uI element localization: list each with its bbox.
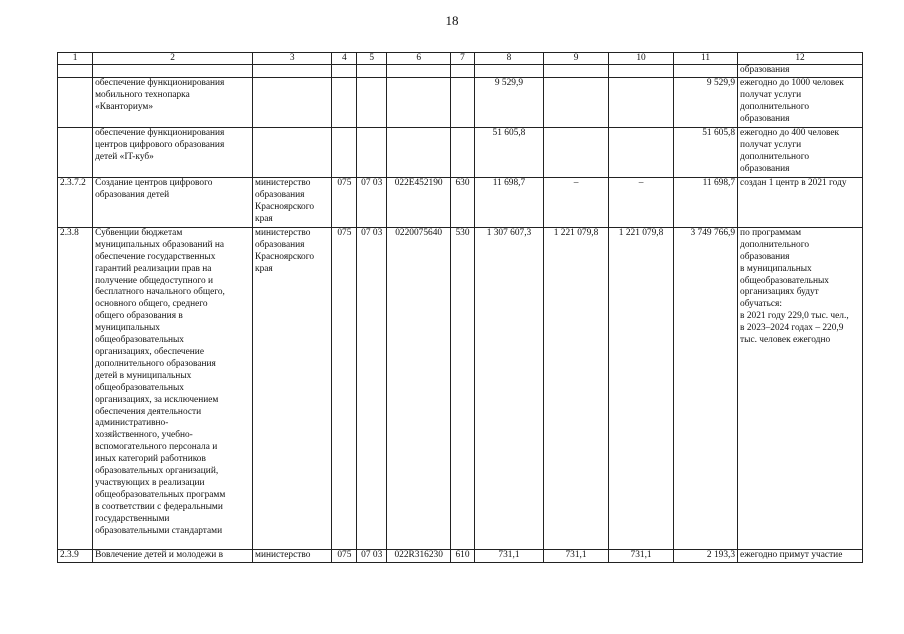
cell-result: создан 1 центр в 2021 году [738,177,863,227]
cell-num: 2.3.9 [58,549,93,562]
cell-vr: 530 [451,227,475,549]
table-row [58,549,863,562]
cell-total [674,65,738,78]
column-number: 3 [253,53,332,65]
cell-y2021: 731,1 [474,549,543,562]
cell-name: Вовлечение детей и молодежи в [93,549,253,562]
cell-grbs: 075 [332,227,357,549]
column-number: 11 [674,53,738,65]
cell-result: ежегодно до 400 человек получат услуги дополнительного образования [738,127,863,177]
table-row [58,65,863,78]
cell-vr: 630 [451,177,475,227]
program-table [57,52,863,563]
cell-result: ежегодно примут участие [738,549,863,562]
cell-grbs [332,77,357,127]
cell-result: ежегодно до 1000 человек получат услуги дополнительного образования [738,77,863,127]
cell-org: министерство образования Красноярского края [253,177,332,227]
cell-y2023: 731,1 [609,549,674,562]
cell-y2022 [544,65,609,78]
cell-rzpr: 07 03 [357,227,387,549]
cell-total: 3 749 766,9 [674,227,738,549]
cell-y2021: 9 529,9 [474,77,543,127]
cell-org [253,77,332,127]
cell-total: 2 193,3 [674,549,738,562]
column-number: 5 [357,53,387,65]
cell-total: 11 698,7 [674,177,738,227]
cell-y2022: – [544,177,609,227]
cell-num [58,127,93,177]
cell-grbs: 075 [332,549,357,562]
cell-y2021: 51 605,8 [474,127,543,177]
column-number: 8 [474,53,543,65]
cell-rzpr [357,77,387,127]
cell-y2021: 1 307 607,3 [474,227,543,549]
cell-y2023 [609,77,674,127]
cell-name: Создание центров цифрового образования детей [93,177,253,227]
cell-rzpr [357,127,387,177]
cell-total: 9 529,9 [674,77,738,127]
cell-grbs [332,127,357,177]
cell-y2021 [474,65,543,78]
cell-y2022: 731,1 [544,549,609,562]
cell-csr: 022R316230 [387,549,451,562]
table-row [58,77,863,127]
table-row [58,227,863,549]
cell-rzpr: 07 03 [357,177,387,227]
cell-rzpr: 07 03 [357,549,387,562]
cell-num [58,77,93,127]
column-number: 4 [332,53,357,65]
cell-vr [451,127,475,177]
cell-rzpr [357,65,387,78]
cell-csr: 0220075640 [387,227,451,549]
cell-y2022 [544,77,609,127]
column-number: 12 [738,53,863,65]
cell-csr [387,65,451,78]
cell-num: 2.3.7.2 [58,177,93,227]
column-number: 2 [93,53,253,65]
cell-name [93,65,253,78]
column-number-row [58,53,863,65]
column-number: 9 [544,53,609,65]
table-row [58,127,863,177]
cell-name: Субвенции бюджетам муниципальных образований на обеспечение государственных гарантий реализации прав на получение общедоступного и бесплатного начального общего, основного общего, среднего общего образования в муниципальных общеобразовательных организациях, обеспечение дополнительного образования детей в муниципальных общеобразовательных организациях, за исключением обеспечения деятельности административно- хозяйственного, учебно- вспомогательного персонала и иных категорий работников образовательных организаций, участвующих в реализации общеобразовательных программ в соответствии с федеральными государственными образовательными стандартами [93,227,253,549]
cell-name: обеспечение функционирования мобильного технопарка «Кванториум» [93,77,253,127]
cell-org: министерство [253,549,332,562]
cell-vr [451,77,475,127]
cell-y2023 [609,65,674,78]
cell-y2023 [609,127,674,177]
cell-csr [387,127,451,177]
cell-org: министерство образования Красноярского края [253,227,332,549]
column-number: 6 [387,53,451,65]
cell-result: по программам дополнительного образования в муниципальных общеобразовательных организациях будут обучаться: в 2021 году 229,0 тыс. чел., в 2023–2024 годах – 220,9 тыс. человек ежегодно [738,227,863,549]
page-number: 18 [445,13,459,28]
column-number: 10 [609,53,674,65]
column-number: 7 [451,53,475,65]
cell-grbs: 075 [332,177,357,227]
cell-y2022 [544,127,609,177]
cell-csr: 022E452190 [387,177,451,227]
cell-grbs [332,65,357,78]
cell-name: обеспечение функционирования центров цифрового образования детей «IT-куб» [93,127,253,177]
cell-org [253,127,332,177]
table-row [58,177,863,227]
column-number: 1 [58,53,93,65]
cell-y2021: 11 698,7 [474,177,543,227]
cell-y2022: 1 221 079,8 [544,227,609,549]
cell-vr [451,65,475,78]
cell-total: 51 605,8 [674,127,738,177]
cell-num: 2.3.8 [58,227,93,549]
cell-csr [387,77,451,127]
cell-num [58,65,93,78]
cell-org [253,65,332,78]
cell-result: образования [738,65,863,78]
cell-y2023: 1 221 079,8 [609,227,674,549]
cell-y2023: – [609,177,674,227]
cell-vr: 610 [451,549,475,562]
